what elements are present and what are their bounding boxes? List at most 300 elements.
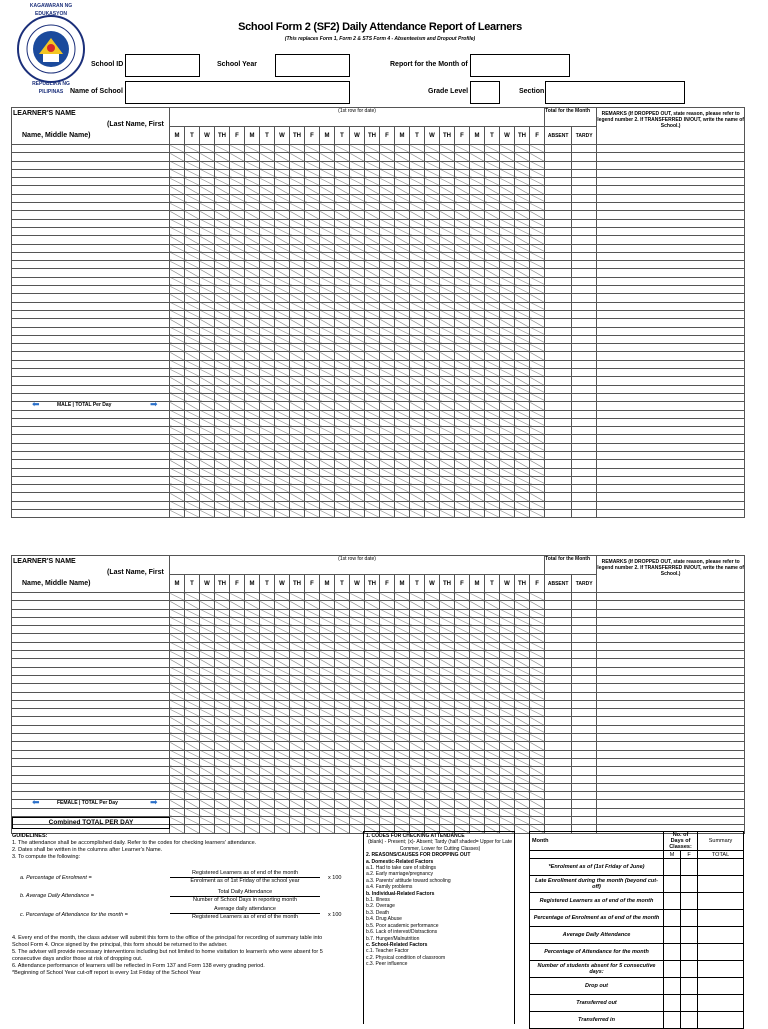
attendance-cell[interactable] (320, 344, 335, 352)
attendance-cell[interactable] (200, 161, 215, 169)
attendance-cell[interactable] (335, 709, 350, 717)
attendance-cell[interactable] (515, 501, 530, 509)
attendance-cell[interactable] (380, 808, 395, 816)
attendance-cell[interactable] (290, 227, 305, 235)
attendance-cell[interactable] (290, 750, 305, 758)
attendance-cell[interactable] (170, 510, 185, 518)
attendance-cell[interactable] (200, 186, 215, 194)
attendance-cell[interactable] (185, 211, 200, 219)
school-year-field[interactable] (275, 54, 350, 77)
tardy-cell[interactable] (572, 385, 597, 393)
attendance-cell[interactable] (350, 377, 365, 385)
absent-cell[interactable] (545, 775, 572, 783)
attendance-cell[interactable] (380, 427, 395, 435)
attendance-cell[interactable] (185, 169, 200, 177)
attendance-cell[interactable] (275, 244, 290, 252)
attendance-cell[interactable] (215, 252, 230, 260)
attendance-cell[interactable] (380, 709, 395, 717)
attendance-cell[interactable] (395, 377, 410, 385)
attendance-cell[interactable] (350, 335, 365, 343)
attendance-cell[interactable] (350, 194, 365, 202)
learner-name-cell[interactable] (12, 742, 170, 750)
remarks-cell[interactable] (597, 501, 745, 509)
absent-cell[interactable] (545, 692, 572, 700)
learner-name-cell[interactable] (12, 369, 170, 377)
attendance-cell[interactable] (500, 684, 515, 692)
attendance-cell[interactable] (215, 203, 230, 211)
attendance-cell[interactable] (515, 817, 530, 825)
attendance-cell[interactable] (170, 319, 185, 327)
attendance-cell[interactable] (350, 659, 365, 667)
attendance-cell[interactable] (380, 319, 395, 327)
attendance-cell[interactable] (410, 319, 425, 327)
attendance-cell[interactable] (335, 344, 350, 352)
attendance-cell[interactable] (365, 692, 380, 700)
attendance-cell[interactable] (470, 352, 485, 360)
attendance-cell[interactable] (215, 593, 230, 601)
attendance-cell[interactable] (305, 443, 320, 451)
attendance-cell[interactable] (350, 642, 365, 650)
attendance-cell[interactable] (470, 783, 485, 791)
attendance-cell[interactable] (245, 385, 260, 393)
attendance-cell[interactable] (335, 244, 350, 252)
attendance-cell[interactable] (260, 775, 275, 783)
attendance-cell[interactable] (320, 203, 335, 211)
attendance-cell[interactable] (260, 750, 275, 758)
attendance-cell[interactable] (530, 294, 545, 302)
attendance-cell[interactable] (410, 609, 425, 617)
attendance-cell[interactable] (410, 252, 425, 260)
attendance-cell[interactable] (530, 269, 545, 277)
attendance-cell[interactable] (440, 435, 455, 443)
attendance-cell[interactable] (500, 194, 515, 202)
attendance-cell[interactable] (440, 617, 455, 625)
attendance-cell[interactable] (200, 211, 215, 219)
attendance-cell[interactable] (455, 360, 470, 368)
attendance-cell[interactable] (215, 501, 230, 509)
attendance-cell[interactable] (260, 252, 275, 260)
attendance-cell[interactable] (530, 319, 545, 327)
attendance-cell[interactable] (185, 352, 200, 360)
tardy-cell[interactable] (572, 709, 597, 717)
attendance-cell[interactable] (395, 783, 410, 791)
attendance-cell[interactable] (260, 659, 275, 667)
attendance-cell[interactable] (215, 194, 230, 202)
attendance-cell[interactable] (455, 377, 470, 385)
attendance-cell[interactable] (335, 501, 350, 509)
attendance-cell[interactable] (380, 402, 395, 410)
tardy-cell[interactable] (572, 651, 597, 659)
tardy-cell[interactable] (572, 377, 597, 385)
attendance-cell[interactable] (470, 709, 485, 717)
absent-cell[interactable] (545, 476, 572, 484)
attendance-cell[interactable] (215, 169, 230, 177)
attendance-cell[interactable] (335, 468, 350, 476)
attendance-cell[interactable] (275, 443, 290, 451)
remarks-cell[interactable] (597, 667, 745, 675)
attendance-cell[interactable] (380, 609, 395, 617)
attendance-cell[interactable] (185, 161, 200, 169)
attendance-cell[interactable] (230, 734, 245, 742)
attendance-cell[interactable] (305, 493, 320, 501)
absent-cell[interactable] (545, 626, 572, 634)
remarks-cell[interactable] (597, 476, 745, 484)
attendance-cell[interactable] (425, 485, 440, 493)
attendance-cell[interactable] (500, 651, 515, 659)
attendance-cell[interactable] (230, 468, 245, 476)
attendance-cell[interactable] (455, 451, 470, 459)
attendance-cell[interactable] (470, 792, 485, 800)
attendance-cell[interactable] (260, 617, 275, 625)
attendance-cell[interactable] (215, 418, 230, 426)
attendance-cell[interactable] (245, 667, 260, 675)
attendance-cell[interactable] (245, 443, 260, 451)
attendance-cell[interactable] (260, 609, 275, 617)
attendance-cell[interactable] (410, 601, 425, 609)
attendance-cell[interactable] (230, 825, 245, 833)
attendance-cell[interactable] (275, 634, 290, 642)
attendance-cell[interactable] (500, 709, 515, 717)
attendance-cell[interactable] (200, 717, 215, 725)
attendance-cell[interactable] (275, 145, 290, 153)
attendance-cell[interactable] (530, 402, 545, 410)
remarks-cell[interactable] (597, 360, 745, 368)
attendance-cell[interactable] (230, 485, 245, 493)
attendance-cell[interactable] (305, 485, 320, 493)
attendance-cell[interactable] (500, 269, 515, 277)
attendance-cell[interactable] (335, 626, 350, 634)
attendance-cell[interactable] (440, 725, 455, 733)
attendance-cell[interactable] (410, 418, 425, 426)
attendance-cell[interactable] (395, 742, 410, 750)
attendance-cell[interactable] (260, 510, 275, 518)
attendance-cell[interactable] (215, 145, 230, 153)
attendance-cell[interactable] (350, 684, 365, 692)
attendance-cell[interactable] (230, 792, 245, 800)
remarks-cell[interactable] (597, 244, 745, 252)
attendance-cell[interactable] (230, 211, 245, 219)
attendance-cell[interactable] (200, 335, 215, 343)
attendance-cell[interactable] (200, 700, 215, 708)
summary-total-cell[interactable] (698, 1012, 744, 1029)
attendance-cell[interactable] (260, 335, 275, 343)
attendance-cell[interactable] (515, 252, 530, 260)
attendance-cell[interactable] (215, 792, 230, 800)
absent-cell[interactable] (545, 675, 572, 683)
attendance-cell[interactable] (350, 817, 365, 825)
attendance-cell[interactable] (185, 468, 200, 476)
attendance-cell[interactable] (245, 269, 260, 277)
attendance-cell[interactable] (485, 659, 500, 667)
attendance-cell[interactable] (395, 203, 410, 211)
attendance-cell[interactable] (530, 194, 545, 202)
attendance-cell[interactable] (290, 327, 305, 335)
attendance-cell[interactable] (500, 252, 515, 260)
attendance-cell[interactable] (275, 360, 290, 368)
attendance-cell[interactable] (170, 609, 185, 617)
attendance-cell[interactable] (275, 277, 290, 285)
attendance-cell[interactable] (305, 302, 320, 310)
attendance-cell[interactable] (350, 402, 365, 410)
attendance-cell[interactable] (530, 617, 545, 625)
attendance-cell[interactable] (200, 617, 215, 625)
attendance-cell[interactable] (200, 261, 215, 269)
attendance-cell[interactable] (245, 775, 260, 783)
attendance-cell[interactable] (395, 675, 410, 683)
attendance-cell[interactable] (515, 203, 530, 211)
attendance-cell[interactable] (455, 244, 470, 252)
attendance-cell[interactable] (380, 775, 395, 783)
learner-name-cell[interactable] (12, 261, 170, 269)
learner-name-cell[interactable] (12, 335, 170, 343)
tardy-cell[interactable] (572, 269, 597, 277)
attendance-cell[interactable] (260, 626, 275, 634)
attendance-cell[interactable] (440, 808, 455, 816)
attendance-cell[interactable] (440, 244, 455, 252)
absent-cell[interactable] (545, 817, 572, 825)
attendance-cell[interactable] (425, 377, 440, 385)
attendance-cell[interactable] (470, 775, 485, 783)
remarks-cell[interactable] (597, 169, 745, 177)
attendance-cell[interactable] (500, 493, 515, 501)
attendance-cell[interactable] (185, 402, 200, 410)
attendance-cell[interactable] (485, 178, 500, 186)
absent-cell[interactable] (545, 294, 572, 302)
attendance-cell[interactable] (290, 443, 305, 451)
attendance-cell[interactable] (320, 302, 335, 310)
attendance-cell[interactable] (410, 493, 425, 501)
attendance-cell[interactable] (275, 725, 290, 733)
learner-name-cell[interactable] (12, 617, 170, 625)
attendance-cell[interactable] (260, 145, 275, 153)
attendance-cell[interactable] (185, 427, 200, 435)
attendance-cell[interactable] (320, 593, 335, 601)
attendance-cell[interactable] (455, 684, 470, 692)
attendance-cell[interactable] (515, 758, 530, 766)
attendance-cell[interactable] (230, 684, 245, 692)
attendance-cell[interactable] (215, 742, 230, 750)
attendance-cell[interactable] (500, 593, 515, 601)
attendance-cell[interactable] (200, 725, 215, 733)
attendance-cell[interactable] (440, 783, 455, 791)
attendance-cell[interactable] (365, 734, 380, 742)
attendance-cell[interactable] (395, 593, 410, 601)
attendance-cell[interactable] (290, 692, 305, 700)
tardy-cell[interactable] (572, 460, 597, 468)
tardy-cell[interactable] (572, 186, 597, 194)
attendance-cell[interactable] (215, 319, 230, 327)
attendance-cell[interactable] (365, 817, 380, 825)
attendance-cell[interactable] (305, 460, 320, 468)
attendance-cell[interactable] (515, 651, 530, 659)
attendance-cell[interactable] (425, 277, 440, 285)
attendance-cell[interactable] (185, 734, 200, 742)
attendance-cell[interactable] (530, 427, 545, 435)
attendance-cell[interactable] (485, 161, 500, 169)
attendance-cell[interactable] (485, 203, 500, 211)
attendance-cell[interactable] (350, 692, 365, 700)
attendance-cell[interactable] (170, 792, 185, 800)
attendance-cell[interactable] (530, 792, 545, 800)
attendance-cell[interactable] (320, 145, 335, 153)
attendance-cell[interactable] (425, 593, 440, 601)
attendance-cell[interactable] (440, 402, 455, 410)
attendance-cell[interactable] (485, 443, 500, 451)
attendance-cell[interactable] (380, 277, 395, 285)
attendance-cell[interactable] (215, 277, 230, 285)
absent-cell[interactable] (545, 178, 572, 186)
attendance-cell[interactable] (260, 692, 275, 700)
attendance-cell[interactable] (290, 360, 305, 368)
attendance-cell[interactable] (515, 161, 530, 169)
attendance-cell[interactable] (395, 344, 410, 352)
attendance-cell[interactable] (245, 252, 260, 260)
attendance-cell[interactable] (230, 310, 245, 318)
attendance-cell[interactable] (215, 684, 230, 692)
tardy-cell[interactable] (572, 310, 597, 318)
attendance-cell[interactable] (260, 327, 275, 335)
attendance-cell[interactable] (230, 443, 245, 451)
attendance-cell[interactable] (485, 393, 500, 401)
attendance-cell[interactable] (530, 153, 545, 161)
attendance-cell[interactable] (530, 335, 545, 343)
attendance-cell[interactable] (245, 601, 260, 609)
attendance-cell[interactable] (425, 634, 440, 642)
attendance-cell[interactable] (500, 402, 515, 410)
absent-cell[interactable] (545, 792, 572, 800)
attendance-cell[interactable] (260, 709, 275, 717)
attendance-cell[interactable] (440, 327, 455, 335)
attendance-cell[interactable] (410, 725, 425, 733)
attendance-cell[interactable] (365, 601, 380, 609)
tardy-cell[interactable] (572, 393, 597, 401)
attendance-cell[interactable] (395, 792, 410, 800)
attendance-cell[interactable] (275, 783, 290, 791)
attendance-cell[interactable] (230, 601, 245, 609)
attendance-cell[interactable] (260, 725, 275, 733)
attendance-cell[interactable] (350, 510, 365, 518)
attendance-cell[interactable] (200, 501, 215, 509)
attendance-cell[interactable] (410, 402, 425, 410)
attendance-cell[interactable] (380, 675, 395, 683)
attendance-cell[interactable] (290, 219, 305, 227)
attendance-cell[interactable] (380, 734, 395, 742)
attendance-cell[interactable] (380, 236, 395, 244)
attendance-cell[interactable] (440, 261, 455, 269)
attendance-cell[interactable] (470, 476, 485, 484)
attendance-cell[interactable] (230, 369, 245, 377)
attendance-cell[interactable] (200, 145, 215, 153)
attendance-cell[interactable] (260, 700, 275, 708)
attendance-cell[interactable] (245, 617, 260, 625)
attendance-cell[interactable] (275, 642, 290, 650)
attendance-cell[interactable] (335, 211, 350, 219)
attendance-cell[interactable] (365, 427, 380, 435)
attendance-cell[interactable] (290, 825, 305, 833)
learner-name-cell[interactable] (12, 169, 170, 177)
attendance-cell[interactable] (395, 451, 410, 459)
attendance-cell[interactable] (185, 219, 200, 227)
attendance-cell[interactable] (335, 286, 350, 294)
attendance-cell[interactable] (500, 310, 515, 318)
attendance-cell[interactable] (305, 402, 320, 410)
attendance-cell[interactable] (530, 327, 545, 335)
remarks-cell[interactable] (597, 783, 745, 791)
attendance-cell[interactable] (365, 178, 380, 186)
attendance-cell[interactable] (230, 725, 245, 733)
attendance-cell[interactable] (230, 178, 245, 186)
attendance-cell[interactable] (455, 659, 470, 667)
attendance-cell[interactable] (245, 742, 260, 750)
attendance-cell[interactable] (260, 294, 275, 302)
attendance-cell[interactable] (185, 186, 200, 194)
attendance-cell[interactable] (275, 825, 290, 833)
attendance-cell[interactable] (305, 161, 320, 169)
attendance-cell[interactable] (365, 310, 380, 318)
attendance-cell[interactable] (500, 435, 515, 443)
attendance-cell[interactable] (470, 767, 485, 775)
absent-cell[interactable] (545, 319, 572, 327)
attendance-cell[interactable] (395, 460, 410, 468)
attendance-cell[interactable] (275, 269, 290, 277)
attendance-cell[interactable] (350, 385, 365, 393)
learner-name-cell[interactable] (12, 203, 170, 211)
attendance-cell[interactable] (230, 219, 245, 227)
attendance-cell[interactable] (260, 451, 275, 459)
attendance-cell[interactable] (500, 485, 515, 493)
attendance-cell[interactable] (395, 800, 410, 808)
attendance-cell[interactable] (170, 244, 185, 252)
learner-name-cell[interactable] (12, 153, 170, 161)
attendance-cell[interactable] (230, 335, 245, 343)
attendance-cell[interactable] (230, 360, 245, 368)
remarks-cell[interactable] (597, 460, 745, 468)
attendance-cell[interactable] (350, 211, 365, 219)
attendance-cell[interactable] (395, 302, 410, 310)
attendance-cell[interactable] (440, 344, 455, 352)
absent-cell[interactable] (545, 642, 572, 650)
attendance-cell[interactable] (470, 493, 485, 501)
attendance-cell[interactable] (320, 742, 335, 750)
attendance-cell[interactable] (245, 435, 260, 443)
attendance-cell[interactable] (275, 219, 290, 227)
attendance-cell[interactable] (275, 286, 290, 294)
summary-total-cell[interactable] (698, 927, 744, 944)
tardy-cell[interactable] (572, 659, 597, 667)
attendance-cell[interactable] (425, 667, 440, 675)
attendance-cell[interactable] (305, 310, 320, 318)
attendance-cell[interactable] (350, 617, 365, 625)
attendance-cell[interactable] (410, 236, 425, 244)
attendance-cell[interactable] (290, 178, 305, 186)
attendance-cell[interactable] (440, 352, 455, 360)
attendance-cell[interactable] (410, 692, 425, 700)
attendance-cell[interactable] (410, 261, 425, 269)
attendance-cell[interactable] (275, 476, 290, 484)
attendance-cell[interactable] (305, 451, 320, 459)
tardy-cell[interactable] (572, 717, 597, 725)
attendance-cell[interactable] (530, 775, 545, 783)
remarks-cell[interactable] (597, 393, 745, 401)
attendance-cell[interactable] (500, 211, 515, 219)
absent-cell[interactable] (545, 750, 572, 758)
attendance-cell[interactable] (440, 626, 455, 634)
attendance-cell[interactable] (335, 402, 350, 410)
attendance-cell[interactable] (410, 203, 425, 211)
attendance-cell[interactable] (230, 800, 245, 808)
attendance-cell[interactable] (320, 667, 335, 675)
tardy-cell[interactable] (572, 335, 597, 343)
